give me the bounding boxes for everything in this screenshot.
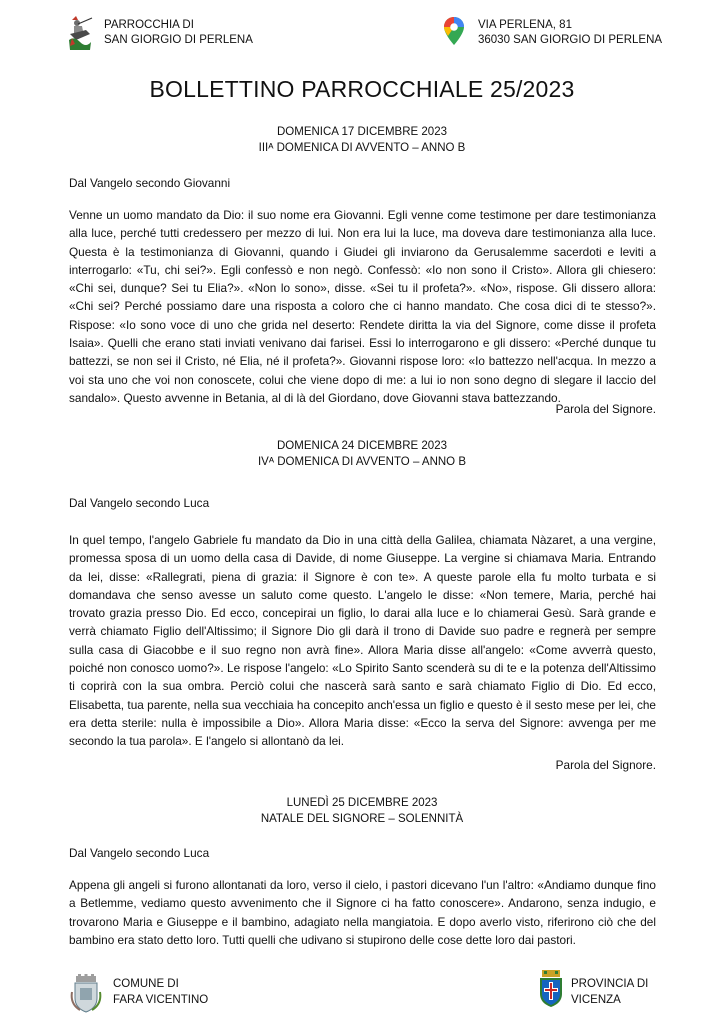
address-line1: VIA PERLENA, 81 [478,19,572,31]
parish-name [104,18,253,48]
gospel-source: Dal Vangelo secondo Luca [69,496,210,510]
section-date: LUNEDÌ 25 DICEMBRE 2023 [286,797,438,809]
municipality-line1: COMUNE DI [113,978,179,990]
gospel-text: In quel tempo, l'angelo Gabriele fu mandato da Dio in una città della Galilea, chiamata Nàzaret, a una vergine, promessa sposa di un uomo della casa di Davide, di nome Giuseppe. La vergine si chiamava Maria. Entrando da lei, disse: «Rallegrati, piena di grazia: il Signore è con te». A queste parole ella fu molto turbata e si domandava che senso avesse un saluto come questo. L'angelo le disse: «Non temere, Maria, perché hai trovato grazia presso Dio. Ed ecco, concepirai un figlio, lo darai alla luce e lo chiamerai Gesù. Sarà grande e verrà chiamato Figlio dell'Altissimo; il Signore Dio gli darà il trono di Davide suo padre e regnerà per sempre sulla casa di Giacobbe e il suo regno non avrà fine». Allora Maria disse all'angelo: «Come avverrà questo, poiché non conosco uomo?». Le rispose l'angelo: «Lo Spirito Santo scenderà su di te e la potenza dell'Altissimo ti coprirà con la sua ombra. Perciò colui che nascerà sarà santo e sarà chiamato Figlio di Dio. Ed ecco, Elisabetta, tua parente, nella sua vecchiaia ha concepito anch'essa un figlio e questo è il sesto mese per lei, che era detta sterile: nulla è impossibile a Dio». Allora Maria disse: «Ecco la serva del Signore: avvenga per me secondo la tua parola». E l'angelo si allontanò da lei. [69,533,656,749]
province-line2: VICENZA [571,994,621,1006]
page-title: BOLLETTINO PARROCCHIALE 25/2023 [149,76,575,102]
gospel-text: Appena gli angeli si furono allontanati da loro, verso il cielo, i pastori dicevano l'un l'altro: «Andiamo dunque fino a Betlemme, vediamo questo avvenimento che il Signore ci ha fatto conoscere». Andarono, senza indugio, e trovarono Maria e Giuseppe e il bambino, adagiato nella mangiatoia. E dopo averlo visto, riferirono ciò che del bambino era stato detto loro. Tutti quelli che udivano si stupirono delle cose dette loro dai pastori. [69,878,656,947]
gospel-source: Dal Vangelo secondo Luca [69,846,210,860]
parish-line2: SAN GIORGIO DI PERLENA [104,34,253,46]
section-1-heading [0,124,724,156]
parish-line1: PARROCCHIA DI [104,19,194,31]
municipality-name [113,976,208,1008]
municipality-line2: FARA VICENTINO [113,994,209,1006]
province-name [571,976,648,1008]
province-line1: PROVINCIA DI [571,978,649,990]
map-pin-icon [443,16,465,46]
province-crest-logo [538,970,564,1008]
gospel-source: Dal Vangelo secondo Giovanni [69,176,231,190]
closing-line: Parola del Signore. [555,402,656,416]
parish-logo [66,14,94,52]
section-subtitle: NATALE DEL SIGNORE – SOLENNITÀ [260,813,464,825]
municipal-crest-logo [70,974,102,1014]
parish-address [478,18,662,48]
section-subtitle: IVᴬ DOMENICA DI AVVENTO – ANNO B [257,456,466,468]
closing-line: Parola del Signore. [555,758,656,772]
address-line2: 36030 SAN GIORGIO DI PERLENA [478,34,663,46]
gospel-text: Venne un uomo mandato da Dio: il suo nome era Giovanni. Egli venne come testimone per dare testimonianza alla luce, perché tutti credessero per mezzo di lui. Non era lui la luce, ma doveva dare testimonianza alla luce. Questa è la testimonianza di Giovanni, quando i Giudei gli inviarono da Gerusalemme sacerdoti e leviti a interrogarlo: «Tu, chi sei?». Egli confessò e non negò. Confessò: «Io non sono il Cristo». Allora gli chiesero: «Chi sei, dunque? Sei tu Elia?». «Non lo sono», disse. «Sei tu il profeta?». «No», rispose. Gli dissero allora: «Chi sei? Perché possiamo dare una risposta a coloro che ci hanno mandato. Che cosa dici di te stesso?». Rispose: «Io sono voce di uno che grida nel deserto: Rendete diritta la via del Signore, come disse il profeta Isaia». Quelli che erano stati inviati venivano dai farisei. Essi lo interrogarono e gli dissero: «Perché dunque tu battezzi, se non sei il Cristo, né Elia, né il profeta?». Giovanni rispose loro: «Io battezzo nell'acqua. In mezzo a voi sta uno che voi non conoscete, colui che viene dopo di me: a lui io non sono degno di slegare il laccio del sandalo». Questo avvenne in Betania, al di là del Giordano, dove Giovanni stava battezzando. [69,208,656,405]
section-subtitle: IIIᴬ DOMENICA DI AVVENTO – ANNO B [258,142,466,154]
section-date: DOMENICA 17 DICEMBRE 2023 [276,126,447,138]
section-date: DOMENICA 24 DICEMBRE 2023 [276,440,447,452]
section-3-heading [0,795,724,827]
section-2-heading [0,438,724,470]
